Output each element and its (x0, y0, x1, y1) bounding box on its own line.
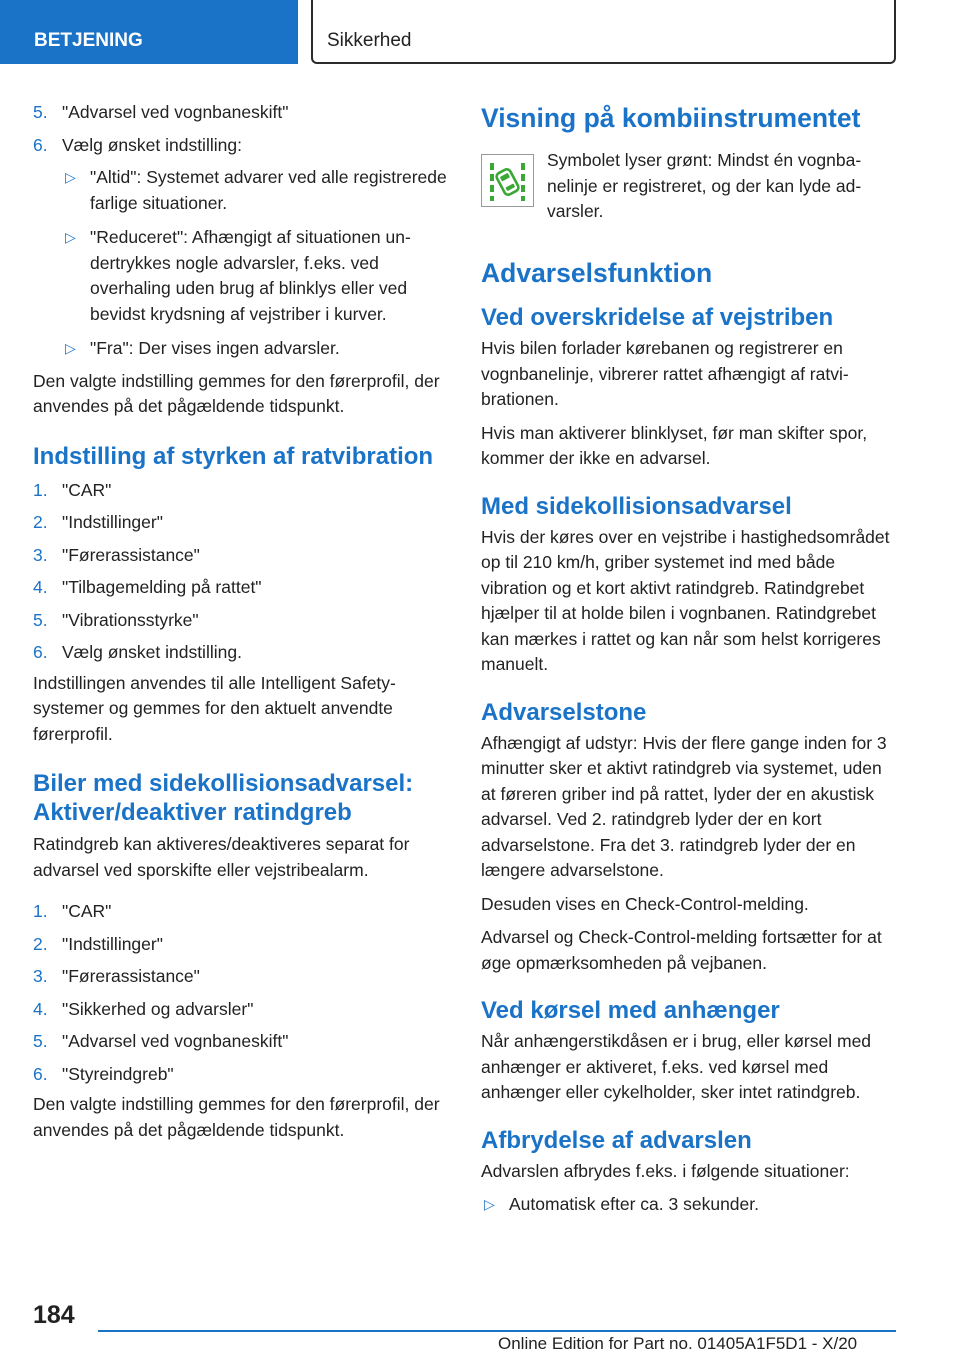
paragraph: Desuden vises en Check-Control-melding. (481, 893, 809, 914)
heading-side-collision: Biler med sidekollisionsadvarsel: Aktiver/deaktiver ratindgreb (33, 770, 414, 826)
list-item: 5. "Advarsel ved vognbaneskift" (33, 1031, 289, 1051)
paragraph: Når anhængerstikdåsen er i brug, eller kørsel med anhænger er aktiveret, f.eks. ved kørsel med anhænger eller cykelholder, sker intet ratindgreb. (481, 1031, 872, 1102)
list-item: 4. "Sikkerhed og advarsler" (33, 998, 254, 1019)
options-list (62, 165, 447, 362)
lane-assist-symbol-icon (481, 154, 534, 207)
triangle-bullet-icon: ▷ (65, 169, 76, 185)
heading-interrupt: Afbrydelse af advarslen (481, 1126, 752, 1154)
list-item: 1. "CAR" (33, 901, 112, 921)
paragraph: Advarsel og Check-Control-melding fortsætter for at øge opmærksomheden på vejbanen. (481, 927, 882, 973)
footer-divider (98, 1330, 896, 1332)
paragraph: Den valgte indstilling gemmes for den førerprofil, der anvendes på det pågældende tidspunkt. (33, 370, 440, 416)
heading-trailer: Ved kørsel med anhænger (481, 997, 780, 1024)
heading-warning-function: Advarselsfunktion (481, 258, 713, 288)
triangle-bullet-icon: ▷ (65, 340, 76, 356)
heading-strength: Indstilling af styrken af ratvibration (33, 442, 434, 470)
heading-display: Visning på kombiinstrumentet (481, 103, 861, 133)
paragraph: Advarslen afbrydes f.eks. i følgende situationer: (481, 1160, 850, 1181)
list-item: ▷ "Fra": Der vises ingen advarsler. (62, 336, 447, 362)
chapter-title: Sikkerhed (311, 0, 896, 64)
symbol-description: Symbolet lyser grønt: Mindst én vognbanelinje er registreret, og der kan lyde advarsler. (547, 150, 862, 221)
triangle-bullet-icon: ▷ (65, 229, 76, 245)
list-item: 5. "Advarsel ved vognbaneskift" (33, 102, 289, 122)
list-item: 2. "Indstillinger" (33, 512, 163, 532)
paragraph: Hvis der køres over en vejstribe i hastighedsområdet op til 210 km/h, griber systemet ind med både vibration og et kort aktivt ratindgreb. Ratindgrebet hjælper til at holde bilen i vognbanen. Ratindgrebet kan mærkes i rattet og kan når som helst korrigeres manuelt. (481, 526, 890, 674)
paragraph: Den valgte indstilling gemmes for den førerprofil, der anvendes på det pågældende tidspunkt. (33, 1094, 440, 1140)
page-number: 184 (33, 1301, 75, 1329)
list-item: 5. "Vibrationsstyrke" (33, 609, 199, 630)
list-item: 6. Vælg ønsket indstilling: (33, 134, 242, 155)
paragraph: Afhængigt af udstyr: Hvis der flere gange inden for 3 minutter sker et aktivt ratindgreb via systemet, uden at føreren griber ind på rattet, lyder der en akustisk advarsel. Ved 2. ratindgreb lyder der en kort advarselstone. Fra det 3. ratindgreb lyder der en længere advarselstone. (481, 732, 887, 880)
list-item: ▷ "Reduceret": Afhængigt af situationen undertrykkes nogle advarsler, f.eks. ved overhaling uden brug af blinklys eller ved bevidst krydsning af vejstriber i kurver. (65, 227, 411, 324)
list-item: 1. "CAR" (33, 479, 112, 500)
paragraph: Indstillingen anvendes til alle Intelligent Safety-systemer og gemmes for den aktuelt anvendte førerprofil. (33, 672, 396, 744)
list-item: ▷ "Altid": Systemet advarer ved alle registrerede farlige situationer. (65, 167, 447, 213)
list-item: 3. "Førerassistance" (33, 966, 200, 986)
interrupt-list (481, 1192, 897, 1218)
section-tab: BETJENING (0, 0, 298, 64)
paragraph: Hvis man aktiverer blinklyset, før man skifter spor, kommer der ikke en advarsel. (481, 422, 868, 468)
paragraph: Hvis bilen forlader kørebanen og registrerer en vognbanelinje, vibrerer rattet afhængigt af ratvibrationen. (481, 338, 849, 409)
heading-warning-tone: Advarselstone (481, 698, 647, 726)
steps-list-side (33, 899, 447, 1087)
left-column (33, 100, 447, 1151)
steps-list-strength (33, 478, 447, 666)
list-item: 2. "Indstillinger" (33, 933, 163, 954)
triangle-bullet-icon: ▷ (484, 1196, 495, 1212)
steps-list-top (33, 100, 447, 158)
list-item: ▷ Automatisk efter ca. 3 sekunder. (481, 1192, 897, 1218)
page-header (0, 0, 960, 66)
list-item: 3. "Førerassistance" (33, 544, 200, 565)
list-item: 6. "Styreindgreb" (33, 1063, 174, 1084)
symbol-block (481, 148, 897, 238)
heading-side-collision-warning: Med sidekollisionsadvarsel (481, 492, 792, 520)
heading-lane-crossing: Ved overskridelse af vejstriben (481, 304, 834, 331)
list-item: 6. Vælg ønsket indstilling. (33, 642, 242, 662)
edition-note: Online Edition for Part no. 01405A1F5D1 - X/20 (498, 1334, 858, 1353)
list-item: 4. "Tilbagemelding på rattet" (33, 577, 262, 597)
paragraph: Ratindgreb kan aktiveres/deaktiveres separat for advarsel ved sporskifte eller vejstribealarm. (33, 834, 410, 880)
right-column (481, 100, 897, 1227)
